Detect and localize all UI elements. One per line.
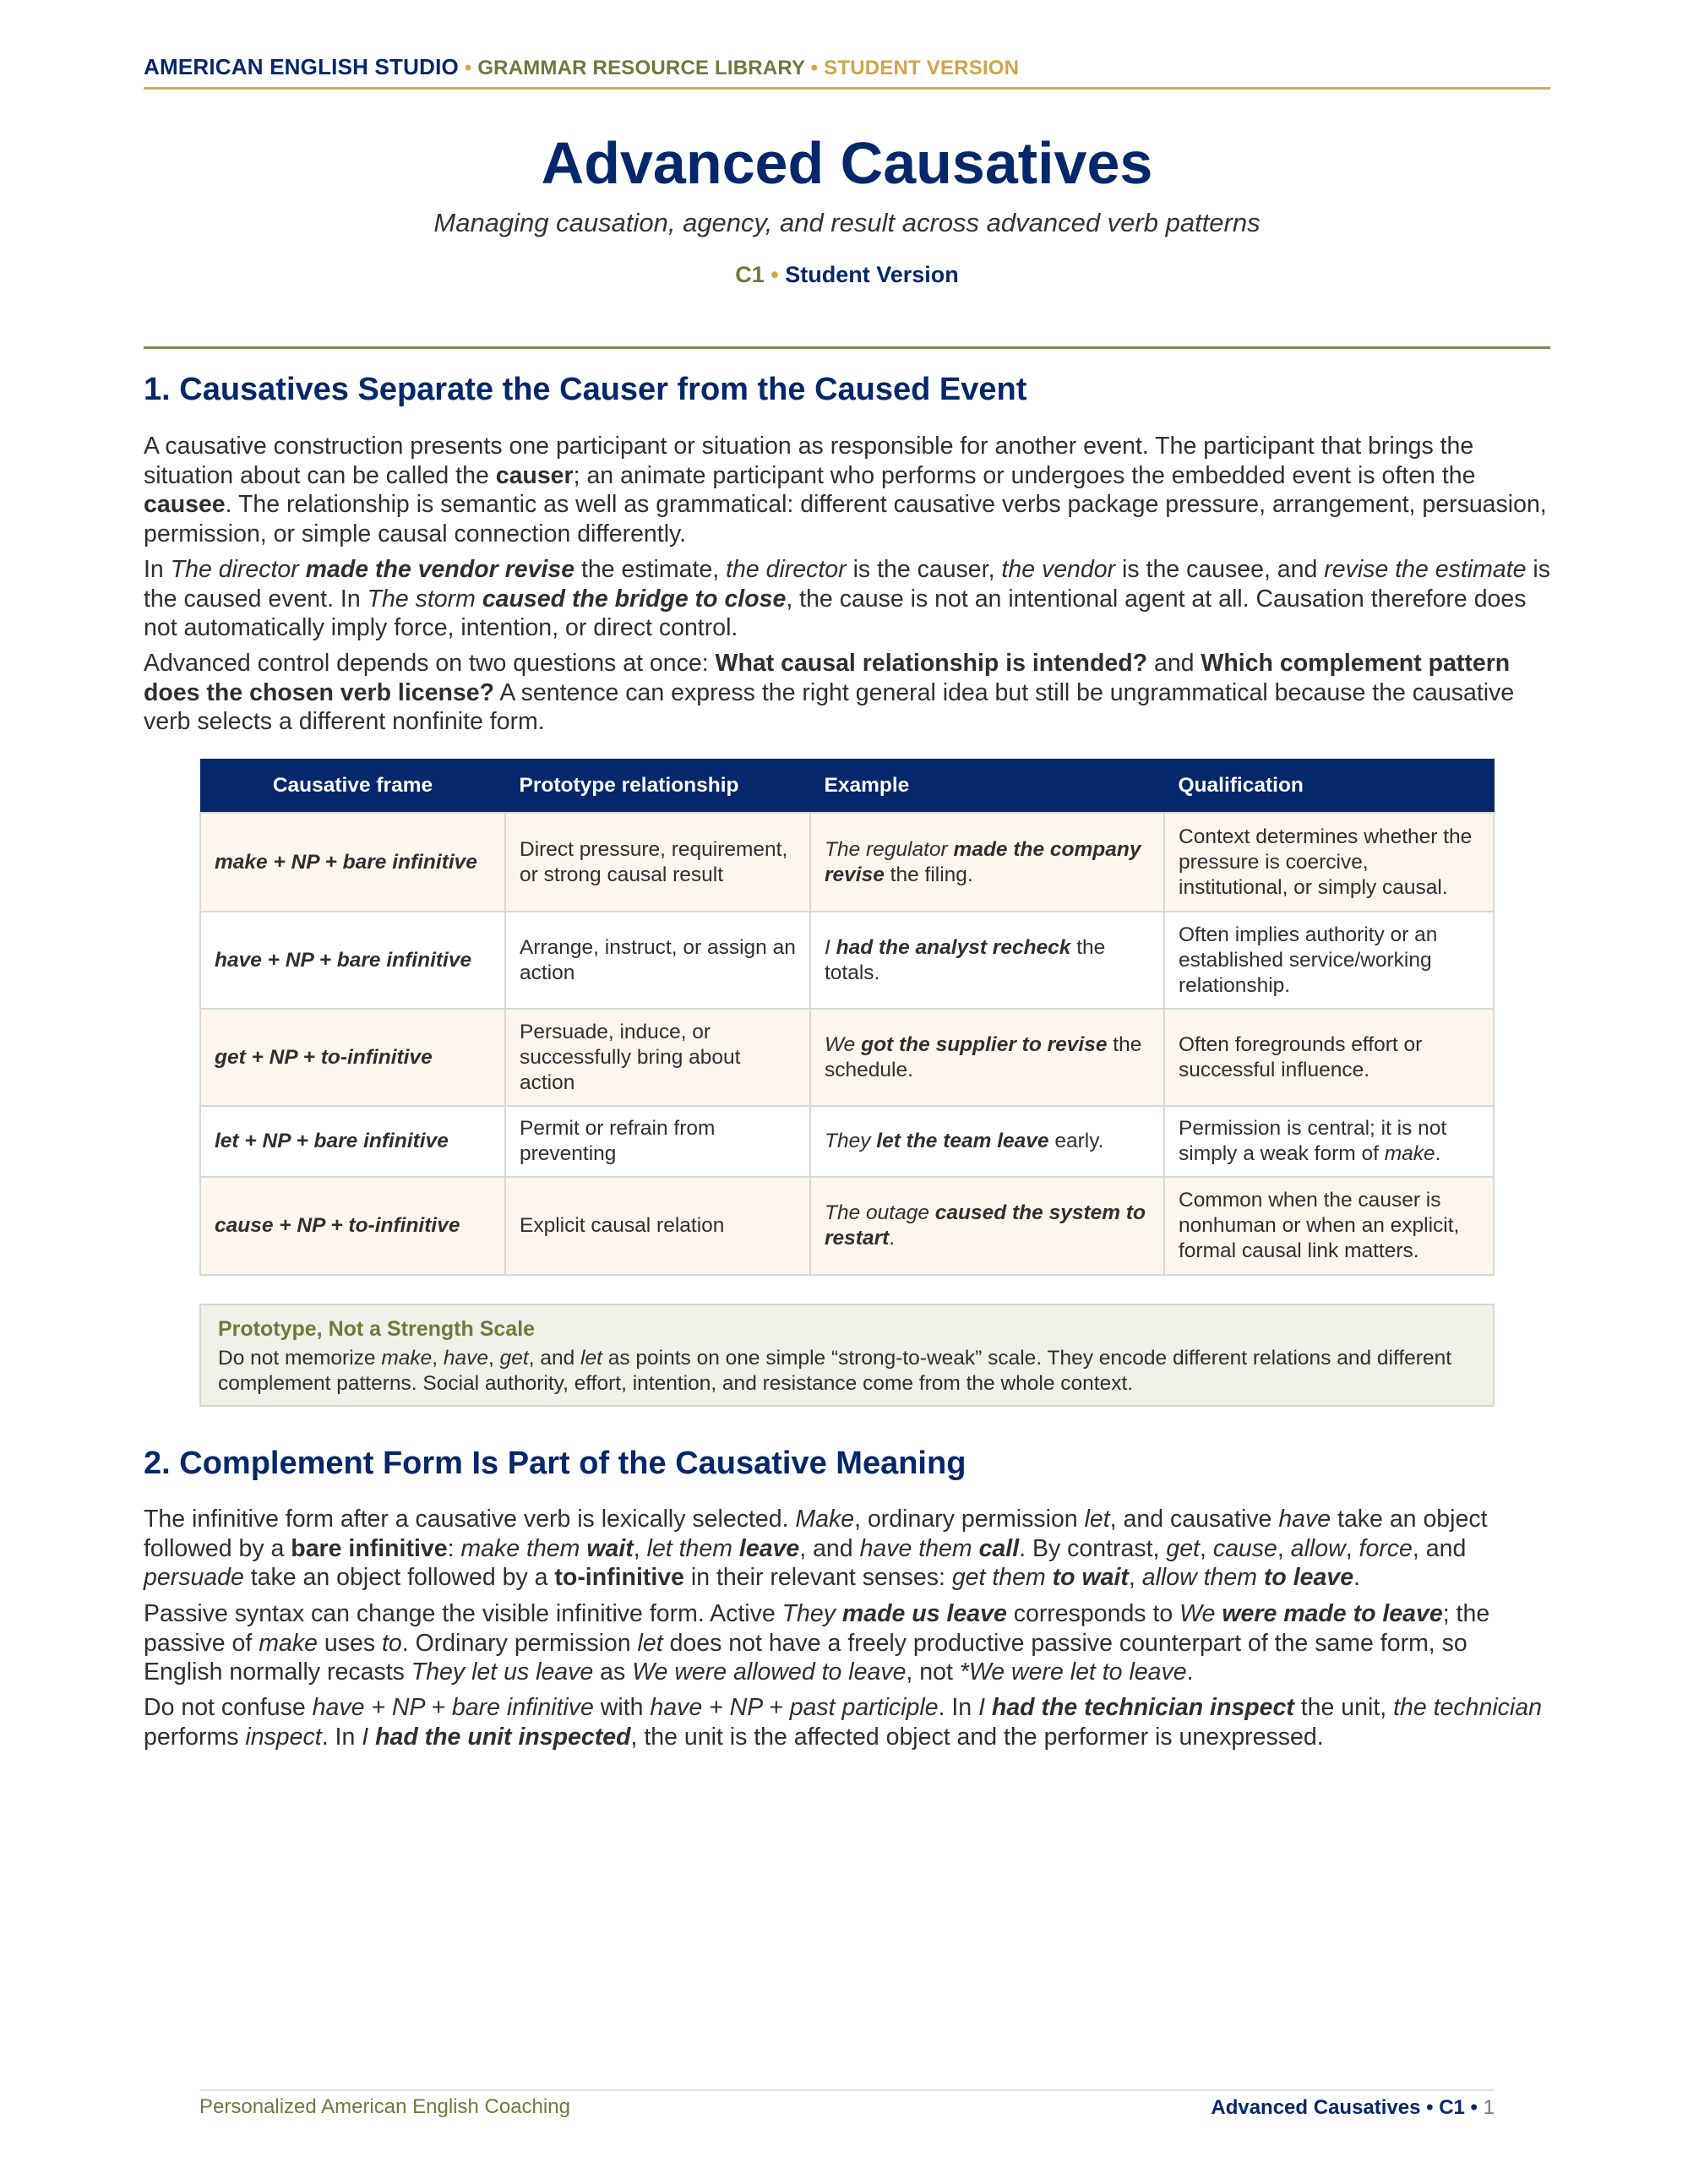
level-line xyxy=(144,262,1550,288)
section-1-paragraph-1: A causative construction presents one participant or situation as responsible for another event. The participant that brings the situation about can be called the causer; an animate participant who performs or undergoes the embedded event is often the causee. The relationship is semantic as well as grammatical: different causative verbs package pressure, arrangement, persuasion, permission, or simple causal connection differently. xyxy=(144,433,1547,547)
table-row xyxy=(200,1177,1494,1275)
frame-cell: cause + NP + to-infinitive xyxy=(200,1177,505,1275)
frame-cell: make + NP + bare infinitive xyxy=(200,813,505,912)
page-number: 1 xyxy=(1483,2096,1495,2119)
section-1-paragraph-3: Advanced control depends on two questions at once: What causal relationship is intended? and Which complement pattern does the chosen verb license? A sentence can express the right general idea but still be ungrammatical because the causative verb selects a different nonfinite form. xyxy=(144,650,1515,735)
column-header: Causative frame xyxy=(200,760,505,814)
relationship-cell: Direct pressure, requirement, or strong causal result xyxy=(505,813,810,912)
frame-cell: let + NP + bare infinitive xyxy=(200,1106,505,1177)
header-library: GRAMMAR RESOURCE LIBRARY xyxy=(477,57,805,79)
title-divider xyxy=(144,346,1550,349)
example-cell: The outage caused the system to restart. xyxy=(810,1177,1164,1275)
qualification-cell: Often implies authority or an established service/working relationship. xyxy=(1164,912,1494,1009)
section-2-paragraph-2: Passive syntax can change the visible infinitive form. Active They made us leave corresponds to We were made to leave; the passive of make uses to. Ordinary permission let does not have a freely productive passive counterpart of the same form, so English normally recasts They let us leave as We were allowed to leave, not *We were let to leave. xyxy=(144,1600,1490,1686)
example-cell: I had the analyst recheck the totals. xyxy=(810,912,1164,1009)
example-cell: They let the team leave early. xyxy=(810,1106,1164,1177)
title-block xyxy=(144,127,1550,288)
callout-box xyxy=(199,1304,1495,1407)
column-header: Example xyxy=(810,760,1164,814)
column-header: Prototype relationship xyxy=(505,760,810,814)
section-2-paragraph-1: The infinitive form after a causative verb is lexically selected. Make, ordinary permission let, and causative have take an object followed by a bare infinitive: make them wait, let them leave, and have them call. By contrast, get, cause, allow, force, and persuade take an object followed by a to-infinitive in their relevant senses: get them to wait, allow them to leave. xyxy=(144,1506,1488,1591)
relationship-cell: Persuade, induce, or successfully bring about action xyxy=(505,1009,810,1106)
qualification-cell: Often foregrounds effort or successful influence. xyxy=(1164,1009,1494,1106)
header-separator: • xyxy=(810,57,819,79)
section-2-paragraph-3: Do not confuse have + NP + bare infinitive with have + NP + past participle. In I had the technician inspect the unit, the technician performs inspect. In I had the unit inspected, the unit is the affected object and the performer is unexpressed. xyxy=(144,1694,1542,1751)
frame-cell: get + NP + to-infinitive xyxy=(200,1009,505,1106)
footer-divider xyxy=(199,2089,1495,2091)
callout-body: Do not memorize make, have, get, and let as points on one simple “strong-to-weak” scale. They encode different relations and different complement patterns. Social authority, effort, intention, and resistance come from the whole context. xyxy=(218,1347,1452,1395)
relationship-cell: Explicit causal relation xyxy=(505,1177,810,1275)
footer-tagline: Personalized American English Coaching xyxy=(199,2095,570,2118)
callout-title: Prototype, Not a Strength Scale xyxy=(218,1317,536,1341)
example-cell: The regulator made the company revise the filing. xyxy=(810,813,1164,912)
relationship-cell: Arrange, instruct, or assign an action xyxy=(505,912,810,1009)
table-header-row xyxy=(200,760,1494,814)
table-row xyxy=(200,912,1494,1009)
section-2-heading: 2. Complement Form Is Part of the Causative Meaning xyxy=(144,1446,967,1481)
footer-page-label xyxy=(1211,2096,1495,2120)
table-row xyxy=(200,813,1494,912)
causative-frames-table xyxy=(199,759,1495,1276)
qualification-cell: Permission is central; it is not simply a weak form of make. xyxy=(1164,1106,1494,1177)
level-badge: C1 xyxy=(735,262,765,287)
table-row xyxy=(200,1106,1494,1177)
section-1-paragraph-2: In The director made the vendor revise the estimate, the director is the causer, the vendor is the causee, and revise the estimate is the caused event. In The storm caused the bridge to close, the cause is not an intentional agent at all. Causation therefore does not automatically imply force, intention, or direct control. xyxy=(144,556,1550,641)
section-1-heading: 1. Causatives Separate the Causer from the Caused Event xyxy=(144,372,1027,407)
table-row xyxy=(200,1009,1494,1106)
footer-doc-label: Advanced Causatives • C1 • xyxy=(1211,2096,1478,2119)
level-version: Student Version xyxy=(785,262,959,287)
header-version: STUDENT VERSION xyxy=(824,57,1020,79)
header-brand: AMERICAN ENGLISH STUDIO xyxy=(144,54,459,79)
frame-cell: have + NP + bare infinitive xyxy=(200,912,505,1009)
example-cell: We got the supplier to revise the schedule. xyxy=(810,1009,1164,1106)
column-header: Qualification xyxy=(1164,760,1494,814)
running-header xyxy=(144,54,1550,90)
qualification-cell: Common when the causer is nonhuman or when an explicit, formal causal link matters. xyxy=(1164,1177,1494,1275)
page-subtitle: Managing causation, agency, and result across advanced verb patterns xyxy=(433,208,1261,237)
level-separator: • xyxy=(770,262,779,287)
header-separator: • xyxy=(464,57,472,79)
relationship-cell: Permit or refrain from preventing xyxy=(505,1106,810,1177)
qualification-cell: Context determines whether the pressure is coercive, institutional, or simply causal. xyxy=(1164,813,1494,912)
page-title: Advanced Causatives xyxy=(541,130,1153,196)
